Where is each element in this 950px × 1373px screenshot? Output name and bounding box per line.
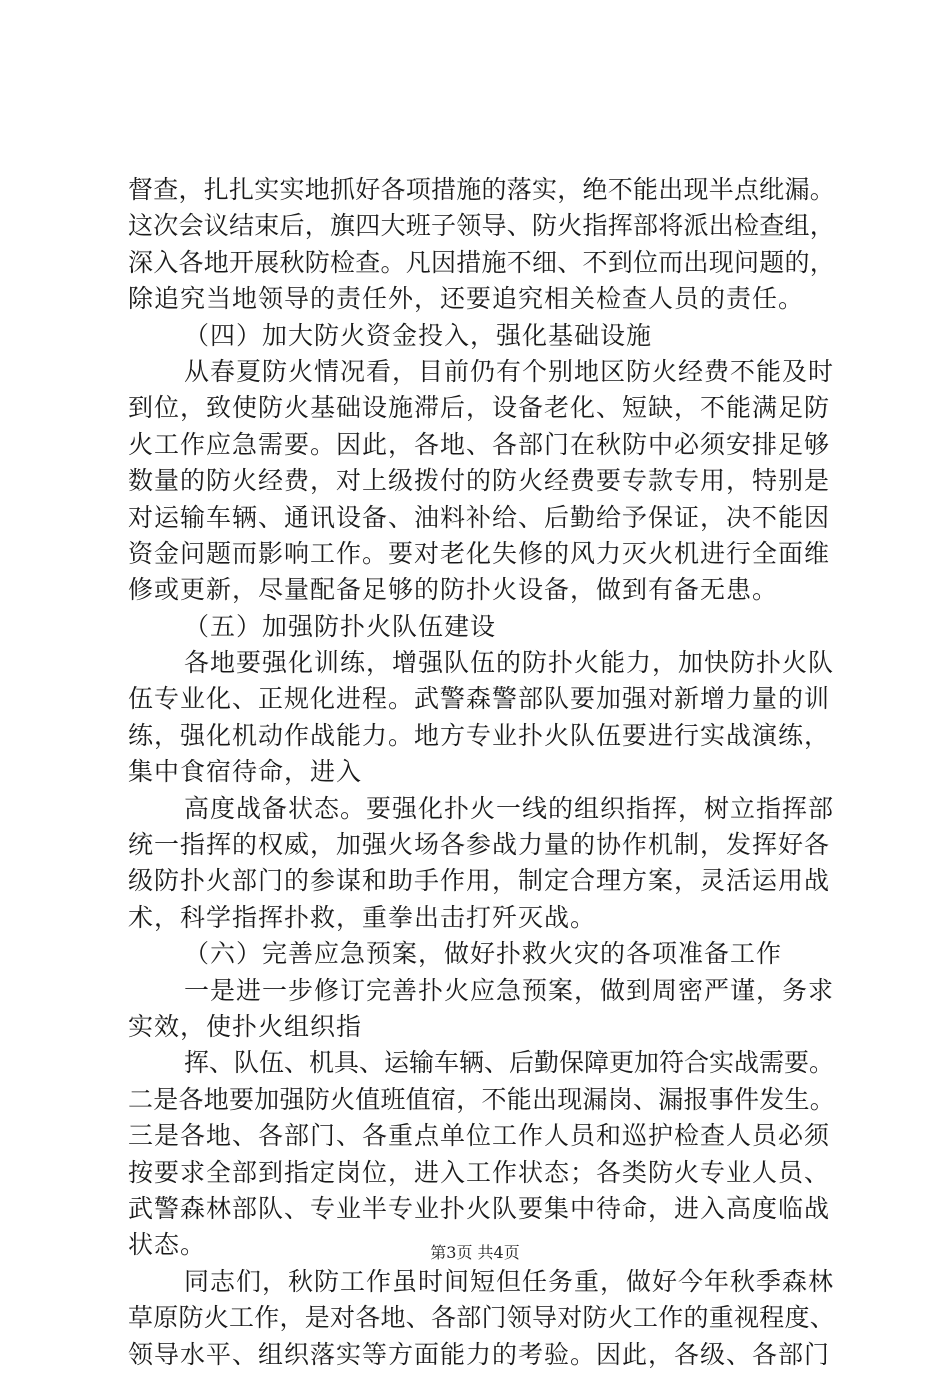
text-line: 资金问题而影响工作。要对老化失修的风力灭火机进行全面维 [128,538,831,568]
text-line: 练，强化机动作战能力。地方专业扑火队伍要进行实战演练， [128,720,831,750]
text-line: 级防扑火部门的参谋和助手作用，制定合理方案，灵活运用战 [128,866,831,896]
page-footer: 第3页 共4页 [430,1243,520,1262]
text-line: 一是进一步修订完善扑火应急预案，做到周密严谨，务求 [184,975,835,1005]
text-line: 督查，扎扎实实地抓好各项措施的落实，绝不能出现半点纰漏。 [128,175,836,204]
text-line: 三是各地、各部门、各重点单位工作人员和巡护检查人员必须 [128,1121,831,1151]
text-line: （五）加强防扑火队伍建设 [184,611,497,641]
text-line: 实效，使扑火组织指 [128,1011,363,1041]
text-line: （四）加大防火资金投入，强化基础设施 [184,320,653,350]
text-line: （六）完善应急预案，做好扑救火灾的各项准备工作 [184,939,783,969]
text-line: 领导水平、组织落实等方面能力的考验。因此，各级、各部门 [128,1339,831,1369]
text-line: 修或更新，尽量配备足够的防扑火设备，做到有备无患。 [128,575,779,605]
text-line: 伍专业化、正规化进程。武警森警部队要加强对新增力量的训 [128,684,831,714]
text-line: 状态。 [128,1230,207,1260]
text-line: 挥、队伍、机具、运输车辆、后勤保障更加符合实战需要。 [184,1048,835,1078]
text-line: 从春夏防火情况看，目前仍有个别地区防火经费不能及时 [184,356,835,386]
text-line: 深入各地开展秋防检查。凡因措施不细、不到位而出现问题的， [128,247,836,277]
text-line: 高度战备状态。要强化扑火一线的组织指挥，树立指挥部 [184,793,835,823]
text-line: 到位，致使防火基础设施滞后，设备老化、短缺，不能满足防 [128,393,831,423]
text-line: 草原防火工作，是对各地、各部门领导对防火工作的重视程度、 [128,1303,836,1333]
text-line: 同志们，秋防工作虽时间短但任务重，做好今年秋季森林 [184,1266,835,1296]
text-line: 火工作应急需要。因此，各地、各部门在秋防中必须安排足够 [128,429,831,459]
text-line: 武警森林部队、专业半专业扑火队要集中待命，进入高度临战 [128,1193,831,1223]
text-line: 术，科学指挥扑救，重拳出击打歼灭战。 [128,902,597,932]
document-body [128,172,838,1373]
text-line: 这次会议结束后，旗四大班子领导、防火指挥部将派出检查组， [128,211,836,241]
text-line: 集中食宿待命，进入 [128,757,363,787]
text-line: 按要求全部到指定岗位，进入工作状态；各类防火专业人员、 [128,1157,831,1187]
text-line: 二是各地要加强防火值班值宿，不能出现漏岗、漏报事件发生。 [128,1084,836,1114]
text-line: 对运输车辆、通讯设备、油料补给、后勤给予保证，决不能因 [128,502,831,532]
text-line: 除追究当地领导的责任外，还要追究相关检查人员的责任。 [128,284,805,314]
text-line: 统一指挥的权威，加强火场各参战力量的协作机制，发挥好各 [128,830,831,860]
text-line: 数量的防火经费，对上级拨付的防火经费要专款专用，特别是 [128,466,831,496]
text-line: 各地要强化训练，增强队伍的防扑火能力，加快防扑火队 [184,648,835,678]
